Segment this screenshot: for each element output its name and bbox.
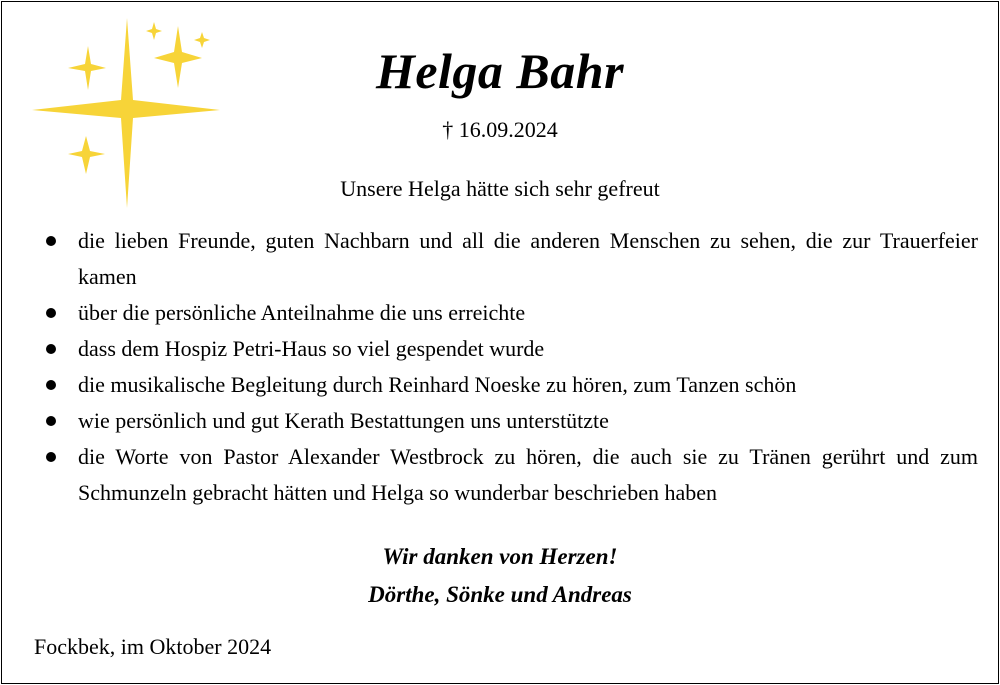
intro-text: Unsere Helga hätte sich sehr gefreut bbox=[340, 176, 660, 201]
deceased-name: Helga Bahr bbox=[375, 43, 625, 99]
death-date: † 16.09.2024 bbox=[442, 117, 558, 142]
place-date: Fockbek, im Oktober 2024 bbox=[34, 634, 272, 659]
bullet-icon bbox=[46, 308, 56, 318]
list-item: über die persönliche Anteilnahme die uns erreichte bbox=[46, 295, 978, 331]
thanks-line: Wir danken von Herzen! bbox=[382, 544, 618, 569]
bullet-icon bbox=[46, 416, 56, 426]
gratitude-list bbox=[46, 223, 978, 511]
bullet-icon bbox=[46, 236, 56, 246]
list-item: dass dem Hospiz Petri-Haus so viel gespendet wurde bbox=[46, 331, 978, 367]
list-item: die lieben Freunde, guten Nachbarn und all die anderen Menschen zu sehen, die zur Trauerfeier kamen bbox=[46, 223, 978, 295]
list-item: wie persönlich und gut Kerath Bestattungen uns unterstützte bbox=[46, 403, 978, 439]
signers: Dörthe, Sönke und Andreas bbox=[368, 582, 632, 607]
obituary-card bbox=[1, 1, 999, 684]
tiny-star-icon bbox=[146, 22, 162, 40]
bullet-icon bbox=[46, 452, 56, 462]
bullet-icon bbox=[46, 344, 56, 354]
list-item: die musikalische Begleitung durch Reinhard Noeske zu hören, zum Tanzen schön bbox=[46, 367, 978, 403]
bullet-icon bbox=[46, 380, 56, 390]
list-item: die Worte von Pastor Alexander Westbrock zu hören, die auch sie zu Tränen gerührt und zum Schmunzeln gebracht hätten und Helga so wunderbar beschrieben haben bbox=[46, 439, 978, 511]
